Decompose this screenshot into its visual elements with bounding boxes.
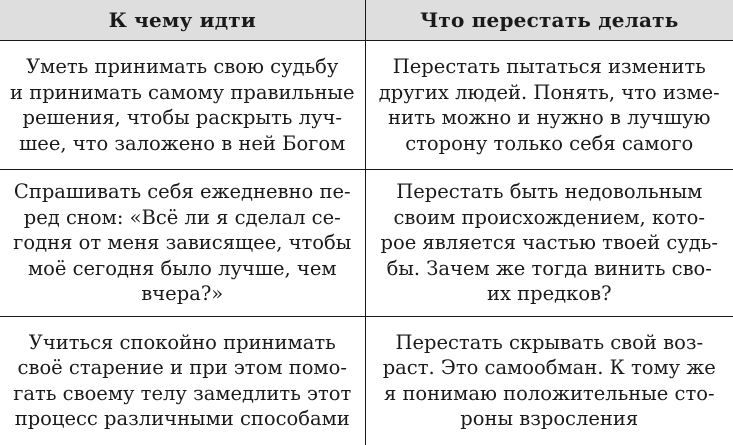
cell-text: Перестать быть недовольным своим происхождением, кото- рое является частью твоей судь- бы. Зачем же тогда винить сво- их предков?	[380, 180, 719, 306]
table-row	[0, 41, 733, 170]
table-cell-right	[365, 41, 733, 170]
cell-text: Перестать пытаться изменить других людей. Понять, что изме- нить можно и нужно в лучшую сторону только себя самого	[378, 55, 720, 155]
table-cell-right	[365, 170, 733, 316]
table-cell-right	[365, 316, 733, 445]
table-cell-left	[0, 41, 365, 170]
header-what-to-strive-for	[0, 0, 365, 41]
cell-text: Уметь принимать свою судьбу и принимать самому правильные решения, чтобы раскрыть луч- шее, что заложено в ней Богом	[10, 55, 355, 155]
header-label: К чему идти	[108, 8, 256, 33]
table-header-row	[0, 0, 733, 41]
header-what-to-stop-doing	[365, 0, 733, 41]
table-cell-left	[0, 170, 365, 316]
cell-text: Перестать скрывать свой воз- раст. Это самообман. К тому же я понимаю положительные сто- роны взросления	[382, 330, 716, 431]
header-label: Что перестать делать	[419, 8, 679, 33]
table-cell-left	[0, 316, 365, 445]
table-row	[0, 316, 733, 445]
table-row	[0, 170, 733, 316]
cell-text: Спрашивать себя ежедневно пе- ред сном: «Всё ли я сделал се- годня от меня зависящее, чтобы моё сегодня было лучше, чем вчера?»	[13, 180, 352, 306]
cell-text: Учиться спокойно принимать своё старение и при этом помо- гать своему телу замедлить этот процесс различными способами	[13, 330, 352, 431]
